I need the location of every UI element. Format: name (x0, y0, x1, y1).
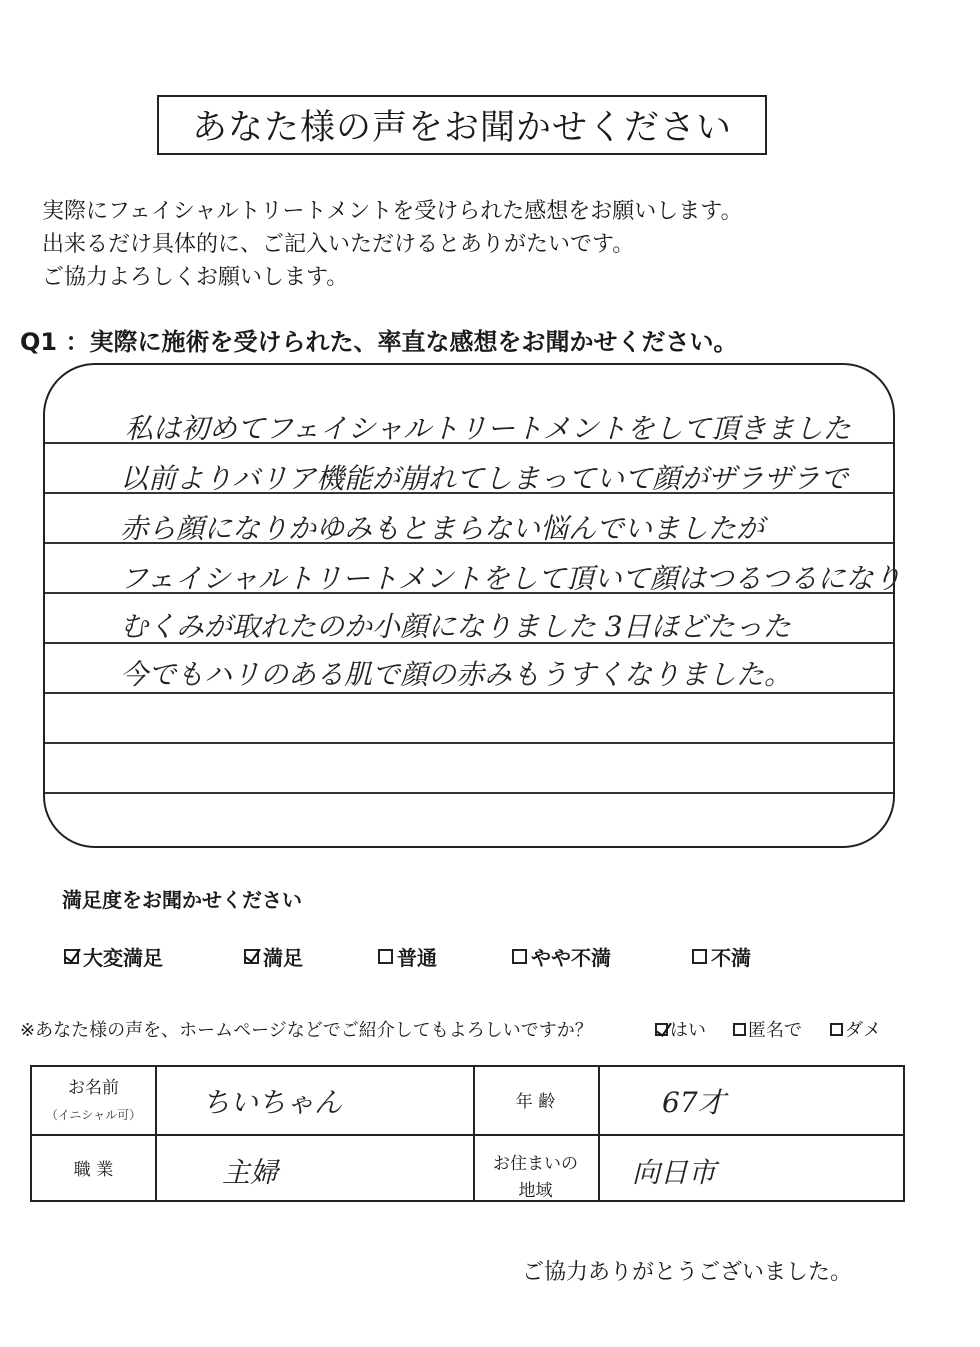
option-label: ダメ (845, 1020, 881, 1041)
answer-box (43, 363, 902, 848)
option-label: 不満 (711, 946, 751, 970)
option-label: 大変満足 (83, 946, 163, 970)
answer-line: むくみが取れたのか小顔になりました 3日ほどたった (120, 610, 791, 643)
option-label: 普通 (397, 946, 437, 970)
area-label: 地域 (518, 1181, 553, 1201)
checkbox-icon[interactable] (378, 949, 393, 964)
checkbox-checked-icon[interactable] (64, 949, 79, 964)
permission-question: ※あなた様の声を、ホームページなどでご紹介してもよろしいですか？ (20, 1020, 593, 1041)
checkbox-icon[interactable] (692, 949, 707, 964)
intro-text (42, 195, 942, 294)
answer-line: 赤ら顔になりかゆみもとまらない悩んでいましたが (120, 512, 765, 545)
area-value: 向日市 (632, 1156, 717, 1189)
answer-line: 私は初めてフェイシャルトリートメントをして頂きました (125, 412, 851, 445)
name-value: ちいちゃん (202, 1086, 343, 1119)
permission-option-anonymous[interactable] (733, 1016, 802, 1042)
name-label: お名前 (68, 1078, 119, 1098)
question-1: Q1 ：実際に施術を受けられた、率直な感想をお聞かせください。 (20, 328, 738, 356)
job-value: 主婦 (222, 1156, 279, 1189)
ruled-line (45, 792, 893, 794)
option-label: はい (670, 1020, 706, 1041)
satisfaction-option-very-satisfied[interactable] (64, 942, 163, 971)
name-label-cell (32, 1073, 155, 1123)
permission-option-no[interactable] (830, 1016, 881, 1042)
page-title: あなた様の声をお聞かせください (191, 108, 732, 148)
checkbox-checked-icon[interactable] (655, 1023, 668, 1036)
checkbox-icon[interactable] (830, 1023, 843, 1036)
checkbox-icon[interactable] (512, 949, 527, 964)
intro-line: 実際にフェイシャルトリートメントを受けられた感想をお願いします。 (42, 199, 743, 224)
answer-line: 今でもハリのある肌で顔の赤みもうすくなりました。 (120, 658, 793, 691)
checkbox-checked-icon[interactable] (244, 949, 259, 964)
option-label: やや不満 (531, 946, 611, 970)
area-label-cell (473, 1149, 598, 1201)
title-box (157, 95, 767, 155)
age-value: 67才 (662, 1086, 726, 1119)
satisfaction-option-satisfied[interactable] (244, 942, 303, 971)
thanks-message: ご協力ありがとうございました。 (522, 1260, 853, 1285)
satisfaction-heading: 満足度をお聞かせください (62, 888, 302, 912)
option-label: 満足 (263, 946, 303, 970)
table-divider (32, 1134, 903, 1136)
job-label: 職 業 (73, 1160, 114, 1180)
answer-line: フェイシャルトリートメントをして頂いて顔はつるつるになり (120, 562, 902, 595)
ruled-line (45, 742, 893, 744)
intro-line: 出来るだけ具体的に、ご記入いただけるとありがたいです。 (42, 232, 635, 257)
satisfaction-option-unsatisfied[interactable] (692, 942, 751, 971)
answer-line: 以前よりバリア機能が崩れてしまっていて顔がザラザラで (120, 462, 849, 495)
name-note: （イニシャル可） (45, 1108, 142, 1122)
info-table (30, 1065, 905, 1202)
area-label: お住まいの (493, 1154, 578, 1174)
age-label: 年 齢 (515, 1092, 556, 1112)
option-label: 匿名で (748, 1020, 802, 1041)
satisfaction-option-slightly-unsatisfied[interactable] (512, 942, 611, 971)
checkbox-icon[interactable] (733, 1023, 746, 1036)
intro-line: ご協力よろしくお願いします。 (42, 265, 349, 290)
satisfaction-option-neutral[interactable] (378, 942, 437, 971)
permission-option-yes[interactable] (655, 1016, 706, 1042)
